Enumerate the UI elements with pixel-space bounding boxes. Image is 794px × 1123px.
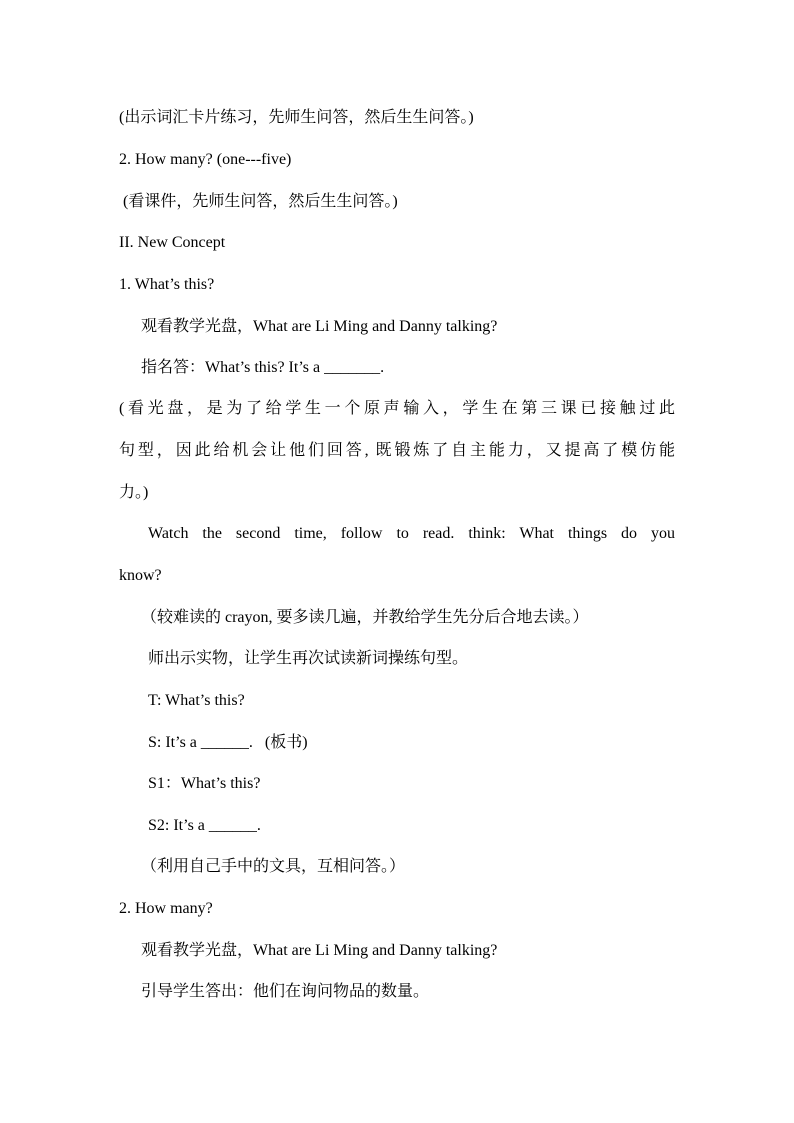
text-line: Watch the second time, follow to read. think: What things do you bbox=[148, 525, 675, 542]
text-line: (看光盘，是为了给学生一个原声输入，学生在第三课已接触过此 bbox=[119, 400, 675, 417]
section-heading: II. New Concept bbox=[119, 234, 226, 251]
text-line: 句型，因此给机会让他们回答, 既锻炼了自主能力，又提高了模仿能 bbox=[119, 442, 675, 459]
dialogue-line: S: It’s a ______. (板书) bbox=[148, 734, 308, 751]
text-line: （较难读的 crayon, 要多读几遍，并教给学生先分后合地去读。） bbox=[141, 609, 589, 626]
text-line: 力。) bbox=[119, 484, 149, 501]
text-line: know? bbox=[119, 567, 162, 584]
dialogue-line: T: What’s this? bbox=[148, 692, 245, 709]
text-line: (出示词汇卡片练习，先师生问答，然后生生问答。) bbox=[119, 109, 474, 126]
dialogue-line: S1：What’s this? bbox=[148, 775, 261, 792]
text-line: 观看教学光盘，What are Li Ming and Danny talking? bbox=[141, 942, 498, 959]
text-line: (看课件，先师生问答，然后生生问答。) bbox=[119, 193, 398, 210]
text-line: 指名答：What’s this? It’s a _______. bbox=[141, 359, 385, 376]
text-line: 观看教学光盘，What are Li Ming and Danny talking? bbox=[141, 318, 498, 335]
text-line: （利用自己手中的文具，互相问答。） bbox=[141, 858, 406, 875]
text-line: 师出示实物，让学生再次试读新词操练句型。 bbox=[148, 650, 469, 667]
dialogue-line: S2: It’s a ______. bbox=[148, 817, 261, 834]
section-heading: 2. How many? (one---five) bbox=[119, 151, 292, 168]
text-line: 引导学生答出：他们在询问物品的数量。 bbox=[141, 983, 430, 1000]
section-heading: 1. What’s this? bbox=[119, 276, 215, 293]
section-heading: 2. How many? bbox=[119, 900, 213, 917]
